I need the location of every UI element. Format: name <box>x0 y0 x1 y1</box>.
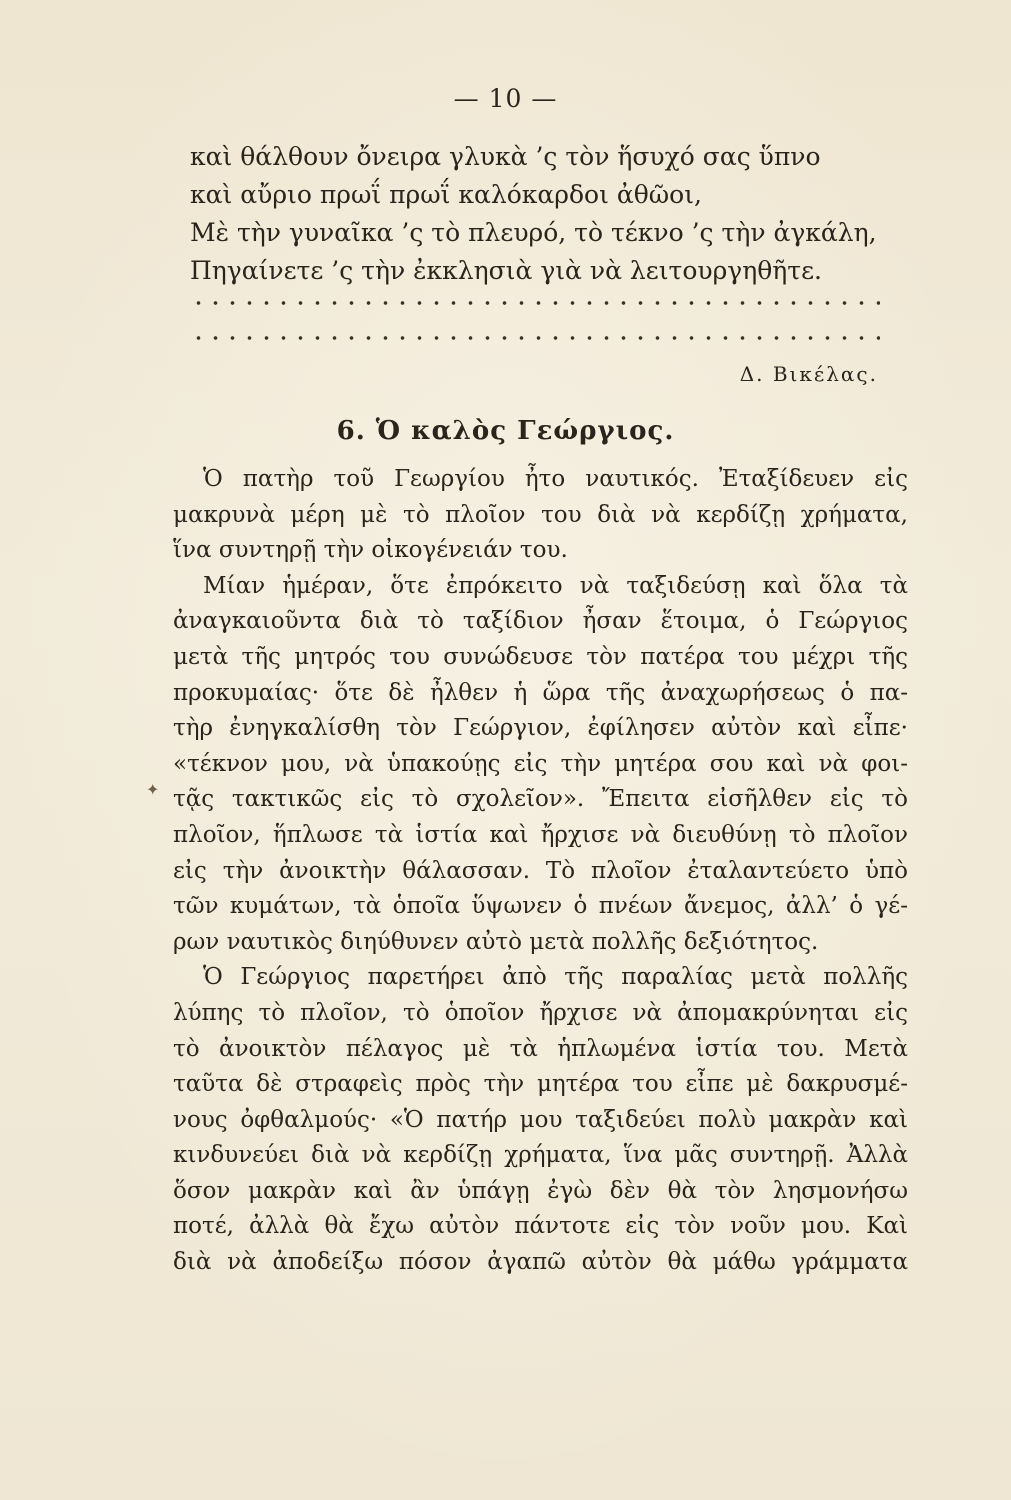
text-line: εἰς τὴν ἀνοικτὴν θάλασσαν. Τὸ πλοῖον ἐταλαντεύετο ὑπὸ <box>173 857 908 884</box>
text-line: μετὰ τῆς μητρός του συνώδευσε τὸν πατέρα του μέχρι τῆς <box>173 643 908 670</box>
text-line: ἀναγκαιοῦντα διὰ τὸ ταξίδιον ἦσαν ἕτοιμα, ὁ Γεώργιος <box>173 608 908 635</box>
text-line: μακρυνὰ μέρη μὲ τὸ πλοῖον του διὰ νὰ κερδίζῃ χρήματα, <box>173 501 908 528</box>
poem-author: Δ. Βικέλας. <box>739 362 878 386</box>
poem-line: καὶ αὔριο πρωΐ πρωΐ καλόκαρδοι ἀθῶοι, <box>190 180 702 209</box>
story-title: 6. Ὁ καλὸς Γεώργιος. <box>336 416 675 446</box>
text-line: τῶν κυμάτων, τὰ ὁποῖα ὕψωνεν ὁ πνέων ἄνεμος, ἀλλ’ ὁ γέ- <box>173 893 908 920</box>
text-line: Μίαν ἡμέραν, ὅτε ἐπρόκειτο νὰ ταξιδεύσῃ καὶ ὅλα τὰ <box>203 572 908 599</box>
margin-asterisk-icon: ✦ <box>146 780 160 799</box>
text-line: Ὁ πατὴρ τοῦ Γεωργίου ἦτο ναυτικός. Ἐταξίδευεν εἰς <box>203 466 908 492</box>
text-line: ποτέ, ἀλλὰ θὰ ἔχω αὐτὸν πάντοτε εἰς τὸν νοῦν μου. Καὶ <box>173 1213 908 1240</box>
text-line: τὴρ ἐνηγκαλίσθη τὸν Γεώργιον, ἐφίλησεν αὐτὸν καὶ εἶπε· <box>173 715 908 742</box>
ellipsis-divider <box>190 335 880 341</box>
text-line: ὅσον μακρὰν καὶ ἂν ὑπάγῃ ἐγὼ δὲν θὰ τὸν λησμονήσω <box>173 1177 908 1204</box>
text-line: Ὁ Γεώργιος παρετήρει ἀπὸ τῆς παραλίας μετὰ πολλῆς <box>203 964 908 991</box>
text-line: νους ὀφθαλμούς· «Ὁ πατήρ μου ταξιδεύει πολὺ μακρὰν καὶ <box>173 1106 908 1133</box>
text-line: πλοῖον, ἥπλωσε τὰ ἱστία καὶ ἤρχισε νὰ διευθύνῃ τὸ πλοῖον <box>173 821 908 848</box>
text-line: κινδυνεύει διὰ νὰ κερδίζῃ χρήματα, ἵνα μᾶς συντηρῇ. Ἀλλὰ <box>173 1142 908 1169</box>
text-line: λύπης τὸ πλοῖον, τὸ ὁποῖον ἤρχισε νὰ ἀπομακρύνηται εἰς <box>173 999 908 1026</box>
story-text <box>173 462 908 1281</box>
poem-line: Μὲ τὴν γυναῖκα ’ς τὸ πλευρό, τὸ τέκνο ’ς τὴν ἀγκάλη, <box>190 218 877 247</box>
text-line: «τέκνον μου, νὰ ὑπακούῃς εἰς τὴν μητέρα σου καὶ νὰ φοι- <box>173 750 908 777</box>
text-line: ἵνα συντηρῇ τὴν οἰκογένειάν του. <box>173 537 568 564</box>
poem-stanza <box>190 138 910 290</box>
ellipsis-divider <box>190 300 880 306</box>
text-line: τᾷς τακτικῶς εἰς τὸ σχολεῖον». Ἔπειτα εἰσῆλθεν εἰς τὸ <box>173 786 908 813</box>
text-line: διὰ νὰ ἀποδείξω πόσον ἀγαπῶ αὐτὸν θὰ μάθω γράμματα <box>173 1249 908 1276</box>
text-line: ρων ναυτικὸς διηύθυνεν αὐτὸ μετὰ πολλῆς δεξιότητος. <box>173 928 819 955</box>
poem-line: Πηγαίνετε ’ς τὴν ἐκκλησιὰ γιὰ νὰ λειτουργηθῆτε. <box>190 256 822 285</box>
text-line: τὸ ἀνοικτὸν πέλαγος μὲ τὰ ἡπλωμένα ἱστία του. Μετὰ <box>173 1035 908 1062</box>
poem-line: καὶ θάλθουν ὄνειρα γλυκὰ ’ς τὸν ἥσυχό σας ὕπνο <box>190 142 821 171</box>
text-line: προκυμαίας· ὅτε δὲ ἦλθεν ἡ ὥρα τῆς ἀναχωρήσεως ὁ πα- <box>173 679 908 706</box>
text-line: ταῦτα δὲ στραφεὶς πρὸς τὴν μητέρα του εἶπε μὲ δακρυσμέ- <box>173 1071 908 1098</box>
page-number: — 10 — <box>453 84 558 113</box>
